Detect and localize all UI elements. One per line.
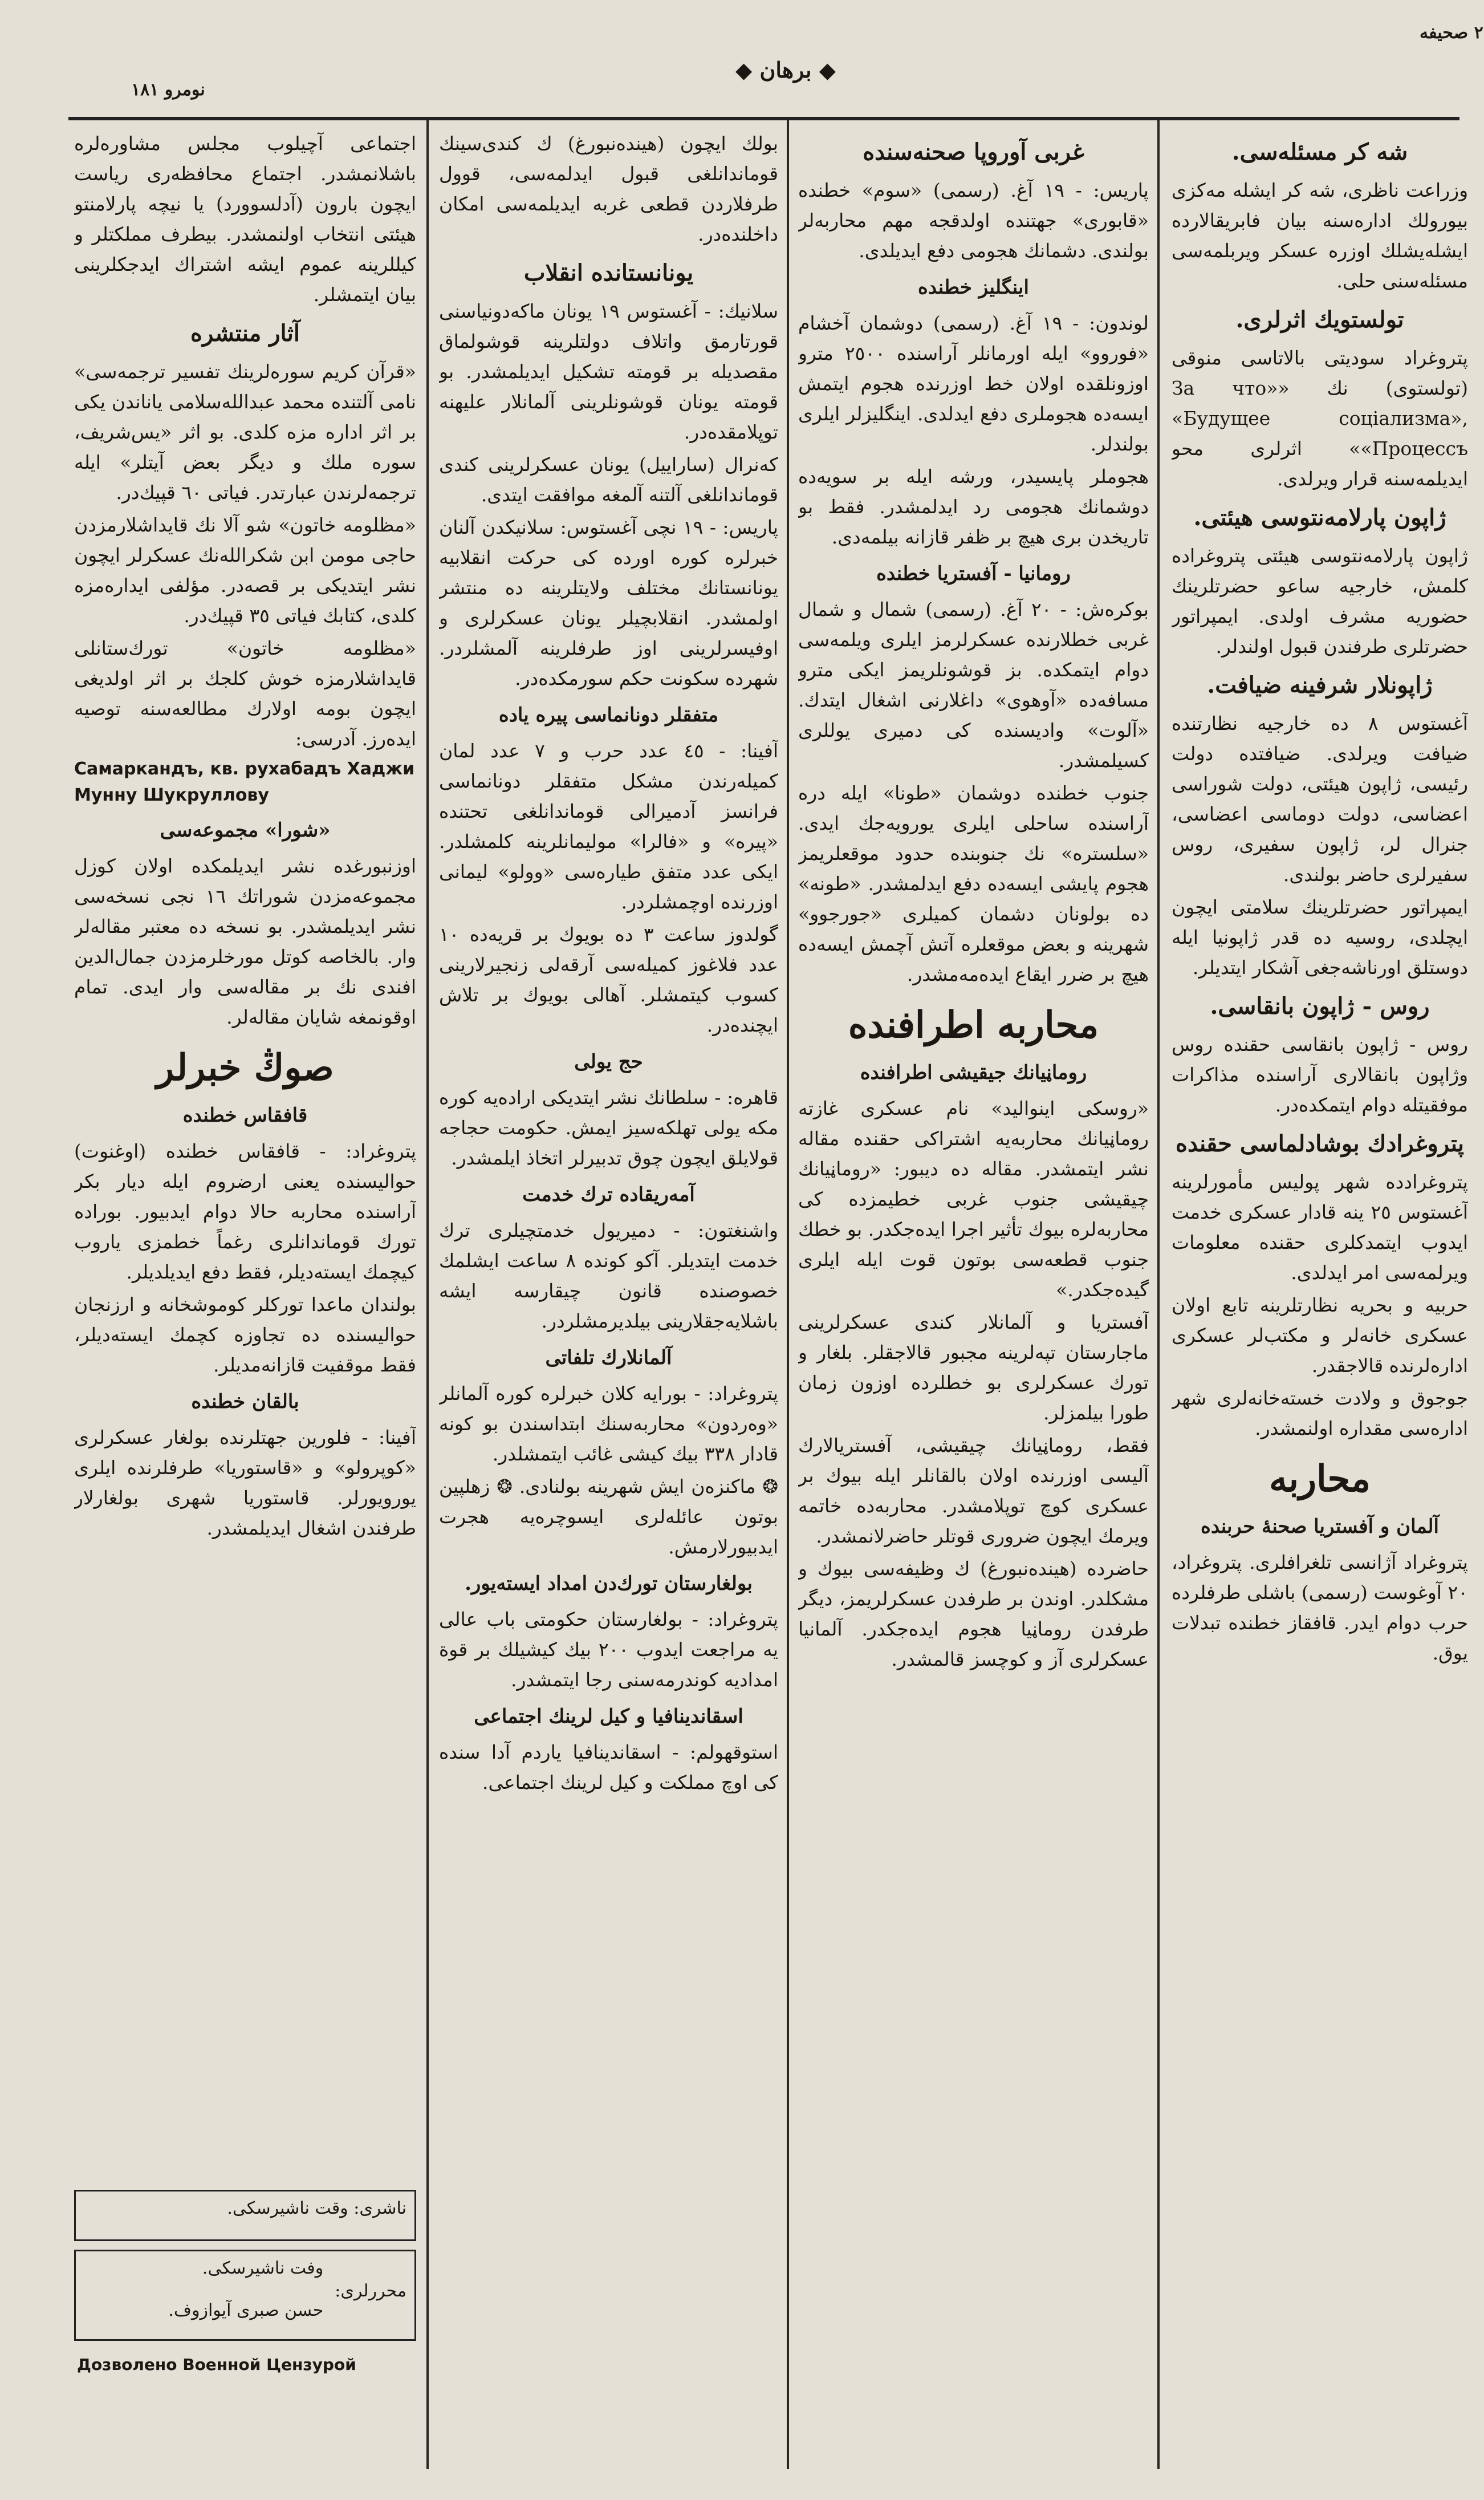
column-3	[439, 128, 778, 2483]
article-heading: آلمانلارك تلفاتى	[545, 1346, 672, 1369]
article-heading: قافقاس خطنده	[182, 1104, 308, 1127]
article-paragraph: جوجوق و ولادت خسته‌خانه‌لرى شهر اداره‌سى مقداره اولنمشدر.	[1172, 1387, 1468, 1439]
article-heading: اسقاندينافيا و كيل لرينك اجتماعى	[474, 1705, 743, 1728]
article-paragraph: پتروغراد: - بولغارستان حكومتى باب عالى يه مراجعت ايدوب ٢٠٠ بيك كيشيلك بر قوة امداديه كوندرمه‌سنى رجا ايتمشدر.	[439, 1608, 778, 1691]
column-2	[798, 128, 1149, 2483]
article-paragraph: «روسكى اينواليد» نام عسكرى غازته روماڼيانك محاربه‌يه اشتراكى حقنده مقاله نشر ايتمشدر. مقاله ده ديبور: «روماڼيانك چيقيشى جنوب غربى خطيمزده كى محاربه‌لره بيوك تأثير اجرا ايده‌جكدر. بو خطك جنوب قطعه‌سى بوتون قوت ايله ايلرى گيده‌جكدر.»	[798, 1097, 1149, 1301]
article-heading: تولستويك اثرلرى.	[1235, 306, 1404, 333]
article-paragraph: ❂ ماكنزه‌ن ايش شهرينه بولنادى. ❂ زهلپين بوتون عائله‌لرى ايسوچره‌يه هجرت ايدبيورلارمش.	[439, 1475, 778, 1558]
article-paragraph: اوزنبورغده نشر ايديلمكده اولان كوزل مجموعه‌مزدن شوراتك ١٦ نجى نسخه‌سى نشر ايديلمشدر. بو نسخه ده معتبر مقاله‌لر وار. بالخاصه كوتل مورخلرمزدن جمال‌الدين افندى نك بر مقاله‌سى وار ايدى. تمام اوقونمغه شايان مقاله‌لر.	[74, 855, 416, 1028]
page-number: ٢ صحيفه	[1420, 23, 1483, 43]
column-divider	[787, 120, 789, 2469]
article-heading: پتروغرادك بوشادلماسى حقنده	[1176, 1130, 1464, 1157]
article-paragraph: كه‌نرال (ساراييل) يونان عسكرلرينى كندى قوماندانلغى آلتنه آلمغه موافقت ايتدى.	[439, 453, 778, 506]
article-paragraph: گولدوز ساعت ٣ ده بويوك بر قريه‌ده ١٠ عدد فلاغوز كميله‌سى آرقه‌لى زنجيرلارينى كسوب كيتمشلر. آهالى بويوك بر تلاش ايچنده‌در.	[439, 923, 778, 1036]
column-divider	[426, 120, 429, 2469]
article-paragraph: بوكره‌ش: - ٢٠ آغ. (رسمى) شمال و شمال غربى خطلارنده عسكرلرمز ايلرى ويلمه‌سى دوام ايتمكده. بز قوشونلريمز ايكى مترو مسافه‌ده «آوهوى» داغلارنى اشغال ايتدك. «آلوت» واديسنده كى دميرى يوللرى كسيلمشدر.	[798, 598, 1149, 772]
masthead-rule	[68, 117, 1459, 120]
article-paragraph: حاضرده (هينده‌نبورغ) ك وظيفه‌سى بيوك و مشكلدر. اوندن بر طرفدن عسكرلريمز، ديگر طرفدن روماڼيا هجوم ايده‌جكدر. آلمانيا عسكرلرى آز و كوچسز قالمشدر.	[798, 1557, 1149, 1670]
right-ornament-icon: ◆	[819, 57, 836, 83]
editor-2: حسن صبرى آيوازوف.	[168, 2300, 324, 2320]
publisher-box	[74, 2190, 416, 2241]
editors-label: محررلرى:	[335, 2281, 406, 2301]
article-heading: رومانيا - آفستريا خطنده	[876, 562, 1071, 585]
article-heading: روماڼيانك جيقيشى اطرافنده	[860, 1061, 1087, 1084]
address-line: Самаркандъ, кв. рухабадъ Хаджи Мунну Шукруллову	[74, 759, 415, 805]
article-heading: «شورا» مجموعه‌سى	[160, 819, 331, 842]
article-heading: شه كر مسئله‌سى.	[1231, 139, 1408, 165]
editors-box	[74, 2250, 416, 2341]
article-heading: بالقان خطنده	[191, 1390, 299, 1413]
article-paragraph: پتروغرادده شهر پوليس مأمورلرينه آغستوس ٢٥ ينه قادار عسكرى خدمت ايدوب ايتمدكلرى حقنده معلومات ويرلمه‌سى امر ايدلدى.	[1172, 1171, 1468, 1284]
article-paragraph: لوندون: - ١٩ آغ. (رسمى) دوشمان آخشام «فوروو» ايله اورمانلر آراسنده ٢٥٠٠ مترو اوزونلقده اولان خط اوزرنده هجوم ايتمش ايسه‌ده هجوملرى دفع ايدلدى. اينگليزلر ايلرى بولندلر.	[798, 312, 1149, 455]
column-1	[1172, 128, 1468, 2483]
article-paragraph: استوقهولم: - اسقاندينافيا ياردم آدا سنده كى اوچ مملكت و كيل لرينك اجتماعى.	[439, 1741, 778, 1793]
article-paragraph: بولندان ماعدا توركلر كوموشخانه و ارزنجان حواليسنده ده تجاوزه كچمك ايسته‌ديلر، فقط موقفيت قازانه‌مديلر.	[74, 1293, 416, 1376]
article-paragraph: ژاپون پارلامه‌نتوسى هيئتى پتروغراده كلمش، خارجيه ساعو حضرتلرينك حضوريه مشرف اولدى. ايمپراتور حضرتلرى طرفندن قبول اولندلر.	[1172, 545, 1468, 658]
article-heading: بولغارستان تورك‌دن امداد ايسته‌يور.	[465, 1572, 753, 1595]
article-paragraph: حربيه و بحريه نظارتلرينه تابع اولان عسكرى خانه‌لر و مكتب‌لر عسكرى اداره‌لرنده قالاجقدر.	[1172, 1294, 1468, 1377]
publisher-label: ناشرى:	[353, 2198, 406, 2218]
article-paragraph: آغستوس ٨ ده خارجيه نظارتنده ضيافت ويرلدى. ضيافتده دولت رئيسى، ژاپون هيئتى، دولت شوراسى اعضاسى، دولت دوماسى اعضاسى، جنرال لر، ژاپون سفيرى، روس سفيرلرى حاضر بولندى.	[1172, 712, 1468, 886]
article-paragraph: پتروغراد سوديتى بالاتاسى منوقى (تولستوى) نك «За что» «Будущее соціализма», «Процессъ» اثرلرى محو ايديلمه‌سنه قرار ويرلدى.	[1172, 347, 1468, 490]
issue-number: نومرو ١٨١	[131, 80, 205, 100]
article-heading: حج يولى	[574, 1050, 643, 1073]
article-heading: صوڭ خبرلر	[156, 1046, 334, 1089]
article-paragraph: فقط، روماڼيانك چيقيشى، آفستريالارك آليسى اوزرنده اولان بالقانلر ايله بيوك بر عسكرى كوچ توپلامشدر. محاربه‌ده خاتمه ويرمك ايچون ضرورى قوتلر حاضرلانمشدر.	[798, 1434, 1149, 1547]
article-heading: يونانستانده انقلاب	[523, 259, 694, 286]
article-paragraph: سلانيك: - آغستوس ١٩ يونان ماكه‌دونياسنى قورتارمق واتلاف دولتلرينه قوشولماق مقصديله بر قومته تشكيل ايديلمشدر. بو قومته يونان قوشونلرينى آلمانلار عليهنه توپلامقده‌در.	[439, 300, 778, 443]
article-paragraph: «مظلومه خاتون» شو آلا نك قايداشلارمزدن حاجى مومن ابن شكرالله‌نك عسكرلر ايچون نشر ايتديكى بر قصه‌در. مؤلفى ايداره‌مزه كلدى، كتابك فياتى ٣٥ قپيك‌در.	[74, 514, 416, 627]
article-paragraph: هجوملر پايسيدر، ورشه ايله بر سويه‌ده دوشمانك هجومى رد ايدلمشدر. فقط بو تاريخدن برى هيچ بر ظفر قازانه بيلمه‌دى.	[798, 465, 1149, 548]
article-paragraph: پاريس: - ١٩ نچى آغستوس: سلانيكدن آلنان خبرلره كوره اورده كى حركت انقلابيه يونانستانك مختلف ولايتلرينه ده منتشر اولمشدر. انقلابچيلر يونان عسكرلرى و اوفيسرلرينى اوز طرفلرينه آلمشلردر. شهرده سكونت حكم سورمكده‌در.	[439, 516, 778, 689]
publisher-name: وقت ناشيرسكى.	[227, 2198, 348, 2218]
article-paragraph: اجتماعى آچيلوب مجلس مشاوره‌لره باشلانمشدر. اجتماع محافظه‌رى رياست ايچون بارون (آدلسوورد) يا نيچه پارلامنتو هيئتى انتخاب اولنمشدر. بيطرف مملكتلر و كيللرينه عموم ايشه اشتراك ايدجكلرينى بيان ايتمشلر.	[74, 132, 416, 306]
article-paragraph: «قرآن كريم سوره‌لرينك تفسير ترجمه‌سى» نامى آلتنده محمد عبدالله‌سلامى ياناندن يكى بر اثر اداره مزه كلدى. بو اثر «يس‌شريف، سوره ملك و ديگر بعض آيتلر» ايله ترجمه‌لرندن عبارتدر. فياتى ٦٠ قپيك‌در.	[74, 360, 416, 504]
article-heading: آثار منتشره	[190, 320, 300, 347]
article-paragraph: وزراعت ناظرى، شه كر ايشله‌ مه‌كزى بيورولك اداره‌سنه بيان فابريقالارده ايشله‌يشلك اوزره عسكر ويربلمه‌سى مسئله‌سنى حلى.	[1172, 179, 1468, 292]
article-paragraph: پاريس: - ١٩ آغ. (رسمى) «سوم» خطنده «قابورى» جهتنده اولدقجه مهم محاربه‌لر بولندى. دشمانك هجومى دفع ايديلدى.	[798, 179, 1149, 262]
left-ornament-icon: ◆	[735, 57, 753, 83]
article-heading: غربى آوروپا صحنه‌سنده	[863, 139, 1084, 165]
censor-note: Дозволено Военной Цензурой	[77, 2355, 356, 2374]
editor-1: وفت ناشيرسكى.	[202, 2258, 324, 2278]
article-paragraph: آفينا: - فلورين جهتلرنده بولغار عسكرلرى «كوپرولو» و «قاستوريا» طرفلرنده ايلرى يورويورلر. قاستوريا شهرى بولغارلار طرفندن اشغال ايديلمشدر.	[74, 1426, 416, 1539]
article-heading: آلمان و آفستريا صحنهٔ حربنده	[1201, 1515, 1439, 1538]
article-paragraph: ايمپراتور حضرتلرينك سلامتى ايچون ايچلدى، روسيه ده قدر ژاپونيا ايله دوستلق اورناشه‌جغى آشكار ايتديلر.	[1172, 896, 1468, 979]
article-paragraph: واشنغتون: - دميريول خدمتچيلرى ترك خدمت ايتديلر. آكو كونده ٨ ساعت ايشلمك خصوصنده قانون چيقارسه ايشه باشلايه‌جقلارينى بيلديرمشلردر.	[439, 1219, 778, 1332]
article-heading: محاربه اطرافنده	[848, 1004, 1099, 1046]
article-heading: متفقلر دونانماسى پيره ياده	[498, 704, 719, 727]
paper-name	[735, 57, 836, 83]
article-paragraph: جنوب خطنده دوشمان «طونا» ايله دره آراسنده ساحلى ايلرى يورويه‌جك ايدى. «سلستره» نك جنوبنده حدود موقعلريمز هجوم پايشى ايسه‌ده دفع ايدلمشدر. «طونه» ده بولونان دشمان كميلرى «جورجوو» شهرينه و بعض موقعلره آتش آچمش ايسه‌ده هيچ بر ضرر ايقاع ايده‌مه‌مشدر.	[798, 782, 1149, 985]
article-paragraph: «مظلومه خاتون» تورك‌ستانلى قايداشلارمزه خوش كلجك بر اثر اولديغى ايچون بومه اولارك مطالعه‌سنه توصيه ايده‌رز. آدرسى:	[74, 637, 416, 750]
article-heading: روس - ژاپون بانقاسى.	[1210, 993, 1430, 1020]
article-paragraph: آفينا: - ٤٥ عدد حرب و ٧ عدد لمان كميله‌رندن مشكل متفقلر دونانماسى فرانسز آدميرالى قوماندانلغى تحتنده «پيره» و «فالرا» موليمانلرينه كلمشلدر. ايكى عدد متفق طياره‌سى «وولو» ليمانى اوزرنده اوچمشلردر.	[439, 740, 778, 913]
column-4	[74, 128, 416, 2170]
paper-name-text: برهان	[759, 57, 812, 83]
article-paragraph: قاهره: - سلطانك نشر ايتديكى اراده‌يه كوره مكه يولى تهلكه‌سيز ايمش. حكومت حجاجه قولايلق ايچون چوق تدبيرلر اتخاذ ايلمشدر.	[439, 1086, 778, 1169]
article-paragraph: بولك ايچون (هينده‌نبورغ) ك كندى‌سينك قوماندانلغى قبول ايدلمه‌سى، قوول طرفلاردن قطعى غربه ايديلمه‌سى امكان داخلنده‌در.	[439, 132, 778, 245]
column-divider	[1157, 120, 1160, 2469]
article-paragraph: پتروغراد: - قافقاس خطنده (اوغنوت) حواليسنده يعنى ارضروم ايله ديار بكر آراسنده محاربه حالا دوام ايدبيور. بوراده تورك قوماندانلرى رغماً خطمزى ياروب كيچمك ايسته‌ديلر، فقط دفع ايديلديلر.	[74, 1140, 416, 1283]
article-paragraph: پتروغراد آژانسى تلغرافلرى. پتروغراد، ٢٠ آوغوست (رسمى) باشلى طرفلرده حرب دوام ايدر. قافقاز خطنده تبدلات يوق.	[1172, 1551, 1468, 1664]
article-heading: ژاپونلار شرفينه ضيافت.	[1207, 672, 1433, 699]
article-heading: اينگليز خطنده	[918, 276, 1029, 299]
article-paragraph: روس - ژاپون بانقاسى حقنده روس وژاپون بانقالارى آراسنده مذاكرات موفقيتله دوام ايتمكده‌در.	[1172, 1033, 1468, 1116]
article-heading: محاربه	[1268, 1458, 1371, 1500]
article-paragraph: آفستريا و آلمانلار كندى عسكرلرينى ماجارستان تپه‌لرينه مجبور قالاجقلر. بلغار و تورك عسكرلرى بو خطلرده اوزون زمان طورا بيلمزلر.	[798, 1311, 1149, 1424]
article-paragraph: پتروغراد: - بورايه كلان خبرلره كوره آلمانلر «وه‌ردون» محاربه‌سنك ابتداسندن بو كونه قادار ٣٣٨ بيك كيشى غائب ايتمشلدر.	[439, 1382, 778, 1465]
article-heading: آمه‌ريقاده ترك خدمت	[522, 1183, 695, 1206]
article-heading: ژاپون پارلامه‌نتوسى هيئتى.	[1193, 504, 1446, 531]
